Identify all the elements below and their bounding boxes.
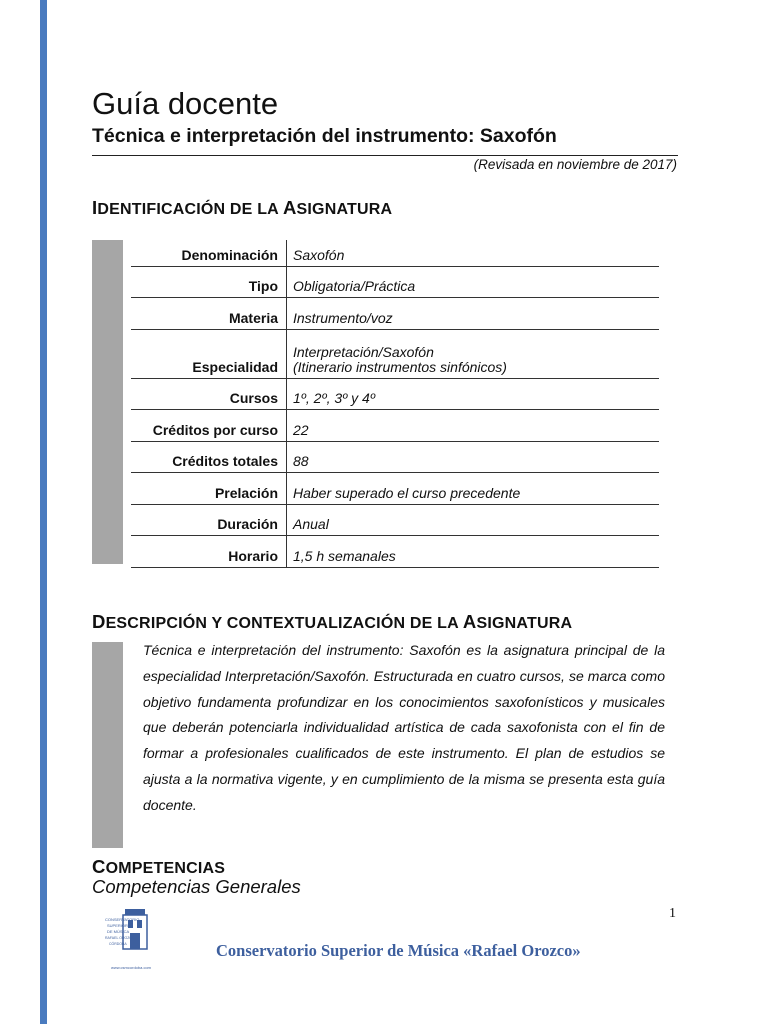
row-label: Horario (131, 535, 287, 567)
table-row (131, 266, 659, 297)
row-label: Cursos (131, 378, 287, 409)
row-value: 1,5 h semanales (287, 535, 660, 567)
table-row (131, 329, 659, 378)
row-value: Haber superado el curso precedente (287, 472, 660, 504)
svg-text:www.csmcordoba.com: www.csmcordoba.com (111, 965, 152, 970)
row-value: Saxofón (287, 240, 660, 266)
row-label: Especialidad (131, 329, 287, 378)
title-rule (92, 155, 678, 156)
svg-text:SUPERIOR: SUPERIOR (107, 923, 128, 928)
description-heading: DESCRIPCIÓN Y CONTEXTUALIZACIÓN DE LA ASIGNATURA (92, 611, 573, 632)
row-label: Duración (131, 504, 287, 535)
row-value: Obligatoria/Práctica (287, 266, 660, 297)
row-value: 88 (287, 441, 660, 472)
table-row (131, 297, 659, 329)
table-row (131, 378, 659, 409)
conservatory-logo (103, 907, 167, 977)
footer-institution: Conservatorio Superior de Música «Rafael Orozco» (216, 941, 581, 960)
revision-note: (Revisada en noviembre de 2017) (473, 157, 677, 172)
identification-table (131, 240, 659, 568)
competencias-heading: COMPETENCIAS (92, 856, 226, 877)
row-label: Denominación (131, 240, 287, 266)
description-text: Técnica e interpretación del instrumento: Saxofón es la asignatura principal de la especialidad Interpretación/Saxofón. Estructurada en cuatro cursos, se marca como objetivo fundamenta profundizar en los conocimientos saxofonísticos y musicales que deberán potenciarla individualidad artística de cada saxofonista con el fin de formar a profesionales cualificados de este instrumento. El plan de estudios se ajusta a la normativa vigente, y en cumplimiento de la misma se presenta esta guía docente. (143, 642, 665, 813)
row-value: Interpretación/Saxofón (Itinerario instrumentos sinfónicos) (287, 329, 660, 378)
row-label: Materia (131, 297, 287, 329)
row-value: 22 (287, 409, 660, 441)
svg-text:CÓRDOBA: CÓRDOBA (109, 942, 127, 946)
left-accent-bar (40, 0, 47, 1024)
row-value: Anual (287, 504, 660, 535)
row-label: Créditos por curso (131, 409, 287, 441)
svg-text:RAFAEL OROZCO: RAFAEL OROZCO (105, 936, 135, 940)
row-label: Créditos totales (131, 441, 287, 472)
row-label: Prelación (131, 472, 287, 504)
svg-text:DE MÚSICA: DE MÚSICA (107, 929, 130, 934)
identification-gray-block (92, 240, 123, 564)
description-gray-block (92, 642, 123, 848)
page-number: 1 (669, 906, 676, 921)
document-title: Guía docente (92, 86, 279, 121)
table-row (131, 504, 659, 535)
document-subtitle: Técnica e interpretación del instrumento: Saxofón (92, 125, 557, 147)
row-value: 1º, 2º, 3º y 4º (287, 378, 660, 409)
svg-text:CONSERVATORIO: CONSERVATORIO (105, 917, 140, 922)
identification-heading: IDENTIFICACIÓN DE LA ASIGNATURA (92, 197, 393, 218)
competencias-subheading: Competencias Generales (92, 876, 301, 897)
row-label: Tipo (131, 266, 287, 297)
row-value: Instrumento/voz (287, 297, 660, 329)
table-row (131, 535, 659, 567)
table-row (131, 441, 659, 472)
table-row (131, 409, 659, 441)
table-row (131, 240, 659, 266)
table-row (131, 472, 659, 504)
